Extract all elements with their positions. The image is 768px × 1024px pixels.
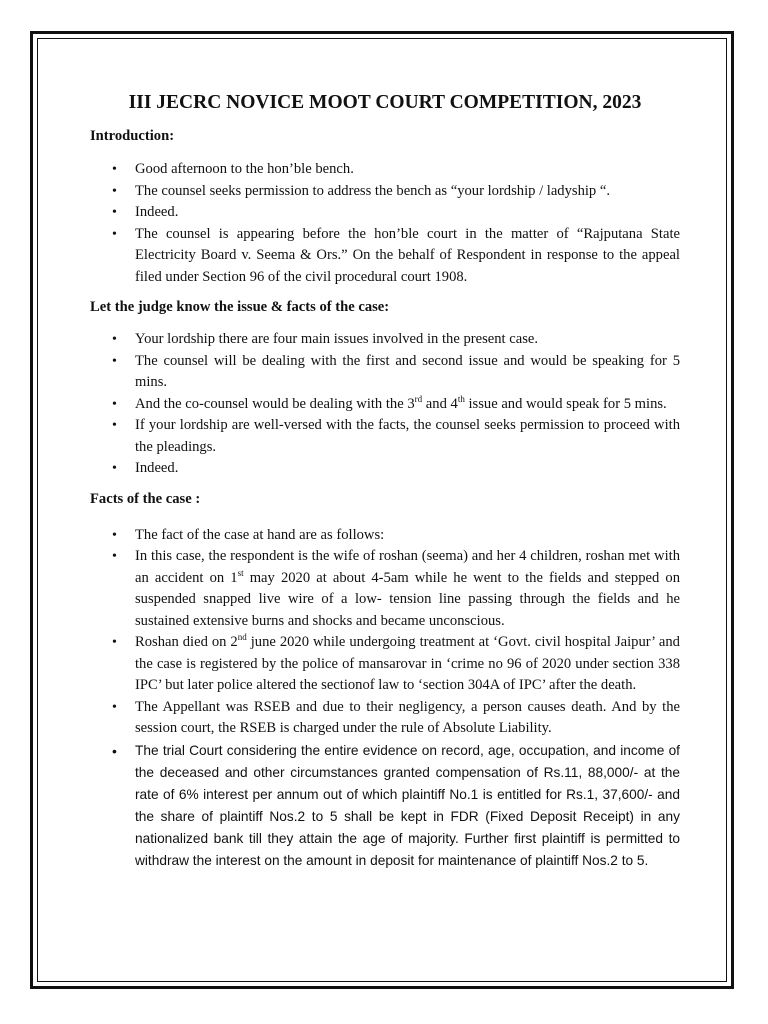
list-item	[90, 632, 680, 697]
text-run: issue and would speak for 5 mins.	[464, 395, 667, 412]
list-item: • The counsel will be dealing with the first and second issue and would be speaking for 5 mins.	[90, 351, 680, 394]
list-item: • The counsel seeks permission to address the bench as “your lordship / ladyship “.	[90, 181, 680, 203]
document-title: III JECRC NOVICE MOOT COURT COMPETITION, 2023	[128, 92, 642, 113]
ordinal-suffix: th	[457, 393, 465, 404]
text-run: And the co-counsel would be dealing with the 3	[135, 395, 415, 412]
text-run: may 2020 at about 4-5am while he went to the fields and stepped on suspended snapped live wire of a low- tension line passing through the fields and he sustained extensive burns and shocks and became unconscious.	[135, 569, 680, 629]
list-item: • The trial Court considering the entire evidence on record, age, occupation, and income of the deceased and other circumstances granted compensation of Rs.11, 88,000/- at the rate of 6% interest per annum out of which plaintiff No.1 is entitled for Rs.1, 37,600/- and the share of plaintiff Nos.2 to 5 shall be kept in FDR (Fixed Deposit Receipt) in any nationalized bank till they attain the age of majority. Further first plaintiff is permitted to withdraw the interest on the amount in deposit for maintenance of plaintiff Nos.2 to 5.	[90, 740, 680, 872]
facts-list	[90, 525, 680, 872]
list-item: • The counsel is appearing before the hon’ble court in the matter of “Rajputana State Electricity Board v. Seema & Ors.” On the behalf of Respondent in response to the appeal filed under Section 96 of the civil procedural court 1908.	[90, 224, 680, 289]
list-item: • If your lordship are well-versed with the facts, the counsel seeks permission to proceed with the pleadings.	[90, 415, 680, 458]
list-item: • The Appellant was RSEB and due to their negligency, a person causes death. And by the session court, the RSEB is charged under the rule of Absolute Liability.	[90, 697, 680, 740]
text-run: june 2020 while undergoing treatment at ‘Govt. civil hospital Jaipur’ and the case is registered by the police of mansarovar in ‘crime no 96 of 2020 under section 338 IPC’ but later police altered the sectionof law to ‘section 304A of IPC’ after the death.	[135, 634, 680, 693]
ordinal-suffix: st	[237, 567, 244, 578]
text-run: Roshan died on 2	[135, 634, 238, 650]
section-heading-introduction: Introduction:	[90, 128, 175, 144]
list-item: • Indeed.	[90, 202, 680, 224]
list-item: • Indeed.	[90, 458, 680, 480]
section-heading-issues: Let the judge know the issue & facts of the case:	[90, 299, 390, 315]
document-body	[90, 92, 680, 872]
list-item: • Good afternoon to the hon’ble bench.	[90, 159, 680, 181]
text-run: In this case, the respondent is the wife of roshan (seema) and her 4 children, roshan met with an accident on 1	[135, 548, 680, 586]
text-run: and 4	[422, 395, 458, 412]
list-item: • The fact of the case at hand are as follows:	[90, 525, 680, 547]
list-item	[90, 394, 680, 416]
list-item	[90, 546, 680, 632]
section-heading-facts: Facts of the case :	[90, 490, 201, 507]
issues-list	[90, 329, 680, 480]
list-item: • Your lordship there are four main issues involved in the present case.	[90, 329, 680, 351]
ordinal-suffix: rd	[414, 393, 423, 404]
ordinal-suffix: nd	[237, 632, 247, 643]
introduction-list	[90, 159, 680, 288]
